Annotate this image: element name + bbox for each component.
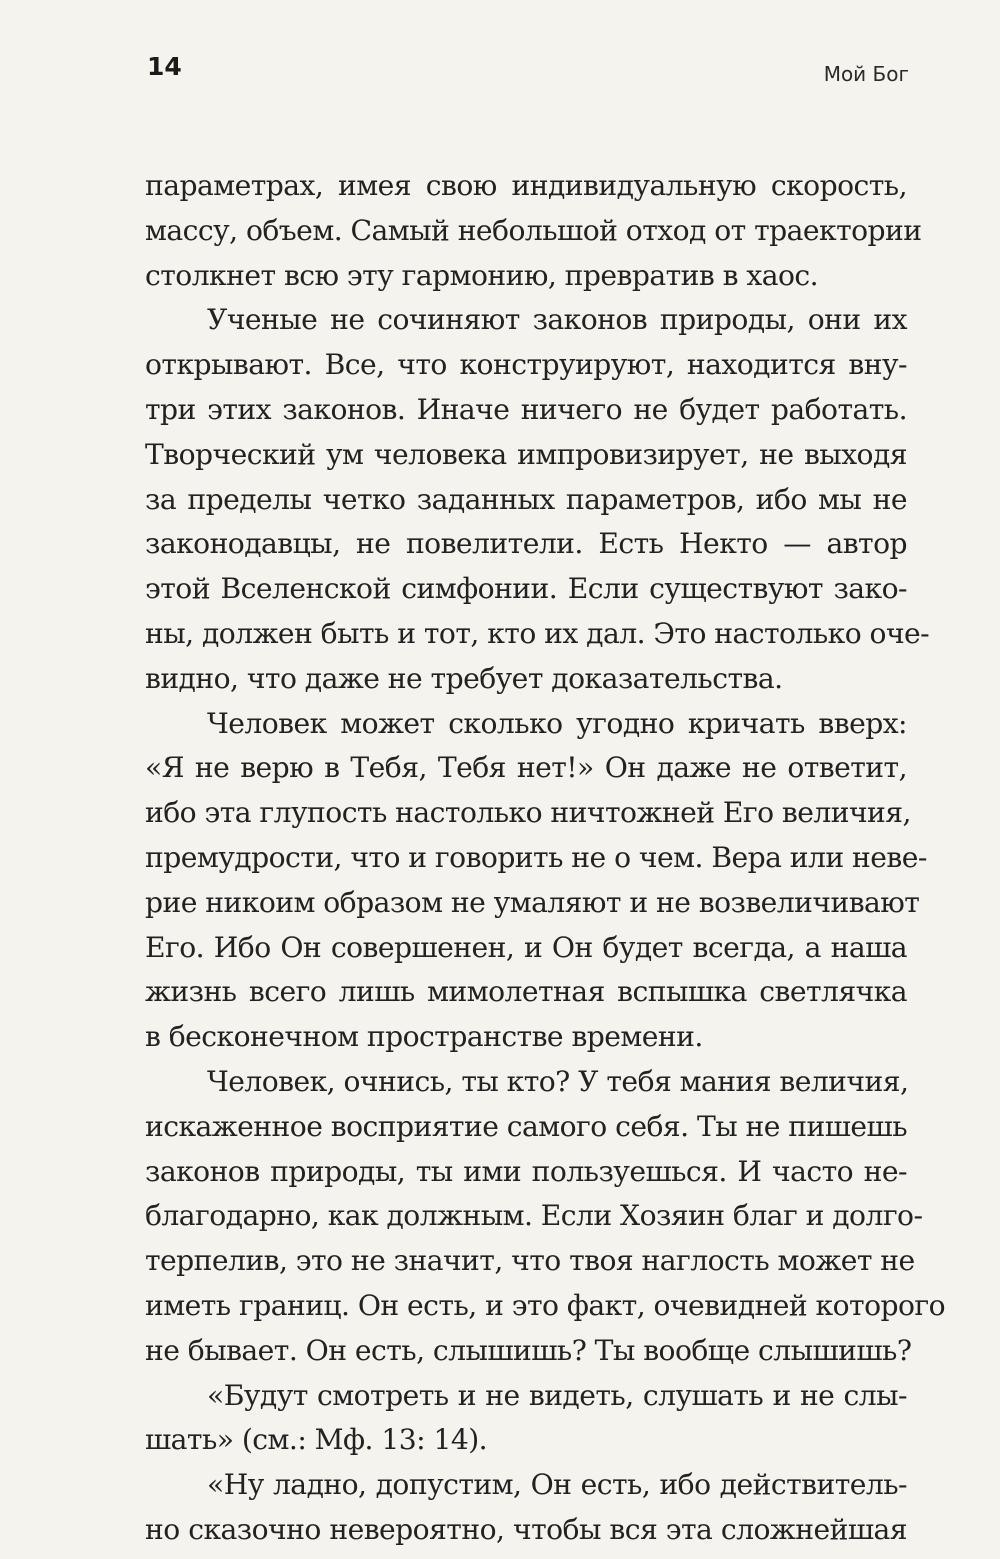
text-line: открывают. Все, что конструируют, находится вну- (145, 348, 907, 382)
text-line: этой Вселенской симфонии. Если существуют зако- (145, 572, 907, 606)
text-line: три этих законов. Иначе ничего не будет работать. (145, 392, 907, 426)
running-header (0, 48, 1000, 88)
text-line: Творческий ум человека импровизирует, не выходя (145, 437, 907, 471)
text-line: законов природы, ты ими пользуешься. И часто не- (145, 1154, 907, 1188)
text-line: рие никоим образом не умаляют и не возвеличивают (145, 885, 920, 919)
paragraph-first-line: «Ну ладно, допустим, Он есть, ибо действитель- (207, 1468, 907, 1502)
text-line: «Я не верю в Тебя, Тебя нет!» Он даже не ответит, (145, 751, 907, 785)
paragraph-first-line: Ученые не сочиняют законов природы, они их (207, 303, 907, 337)
text-line: массу, объем. Самый небольшой отход от траектории (145, 213, 922, 247)
running-title: Мой Бог (823, 62, 909, 86)
text-line: Его. Ибо Он совершенен, и Он будет всегда, а наша (145, 930, 907, 964)
body-text (145, 164, 946, 1553)
text-line: но сказочно невероятно, чтобы вся эта сложнейшая (145, 1512, 907, 1546)
text-line: ны, должен быть и тот, кто их дал. Это настолько оче- (145, 616, 930, 650)
paragraph-first-line: Человек, очнись, ты кто? У тебя мания величия, (207, 1064, 909, 1098)
text-line: благодарно, как должным. Если Хозяин благ и долго- (145, 1199, 923, 1233)
page-number: 14 (147, 52, 182, 81)
text-line: жизнь всего лишь мимолетная вспышка светлячка (145, 975, 907, 1009)
text-line: премудрости, что и говорить не о чем. Вера или неве- (145, 840, 927, 874)
text-line: шать» (см.: Мф. 13: 14). (145, 1423, 488, 1457)
text-line: видно, что даже не требует доказательства. (145, 661, 783, 695)
text-line: ибо эта глупость настолько ничтожней Его величия, (145, 796, 911, 830)
text-line: иметь границ. Он есть, и это факт, очевидней которого (145, 1288, 946, 1322)
text-line: терпелив, это не значит, что твоя наглость может не (145, 1244, 915, 1278)
text-line: параметрах, имея свою индивидуальную скорость, (145, 169, 907, 202)
text-line: в бесконечном пространстве времени. (145, 1020, 703, 1054)
text-line: не бывает. Он есть, слышишь? Ты вообще слышишь? (145, 1333, 912, 1367)
text-line: за пределы четко заданных параметров, ибо мы не (145, 482, 907, 516)
paragraph-first-line: «Будут смотреть и не видеть, слушать и не слы- (207, 1378, 907, 1412)
text-line: законодавцы, не повелители. Есть Некто — автор (145, 527, 907, 561)
text-line: столкнет всю эту гармонию, превратив в хаос. (145, 258, 819, 292)
paragraph-first-line: Человек может сколько угодно кричать вверх: (207, 706, 907, 740)
text-line: искаженное восприятие самого себя. Ты не пишешь (145, 1109, 907, 1143)
